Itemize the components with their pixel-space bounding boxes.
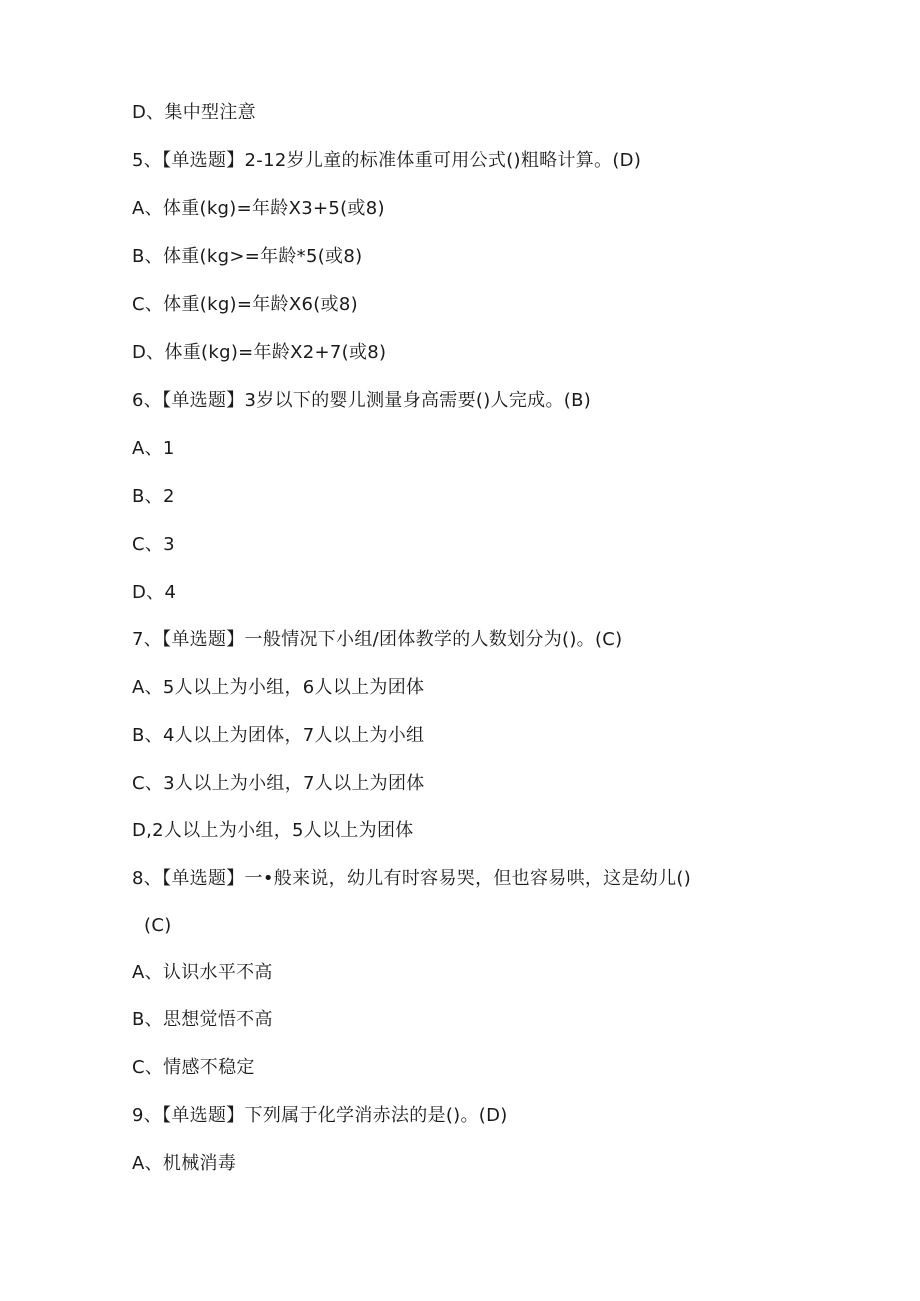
option-line: B、4人以上为团体，7人以上为小组 (132, 725, 425, 746)
option-line: A、机械消毒 (132, 1153, 237, 1174)
question-line: 8、【单选题】一•般来说，幼儿有时容易哭，但也容易哄，这是幼儿() (132, 868, 692, 889)
option-line: B、思想觉悟不高 (132, 1009, 273, 1030)
answer-continuation: (C) (144, 915, 172, 936)
question-line: 5、【单选题】2-12岁儿童的标准体重可用公式()粗略计算。(D) (132, 150, 642, 171)
option-line: C、情感不稳定 (132, 1057, 255, 1078)
option-line: D、集中型注意 (132, 102, 256, 123)
option-line: C、3人以上为小组，7人以上为团体 (132, 773, 425, 794)
option-line: D,2人以上为小组，5人以上为团体 (132, 820, 414, 841)
option-line: C、体重(kg)=年龄X6(或8) (132, 294, 358, 315)
option-line: B、2 (132, 486, 175, 507)
option-line: D、体重(kg)=年龄X2+7(或8) (132, 342, 387, 363)
option-line: B、体重(kg>=年龄*5(或8) (132, 246, 363, 267)
option-line: D、4 (132, 582, 177, 603)
question-line: 6、【单选题】3岁以下的婴儿测量身高需要()人完成。(B) (132, 390, 592, 411)
option-line: A、5人以上为小组，6人以上为团体 (132, 677, 425, 698)
option-line: A、体重(kg)=年龄X3+5(或8) (132, 198, 385, 219)
option-line: A、认识水平不高 (132, 962, 273, 983)
option-line: A、1 (132, 438, 175, 459)
question-line: 9、【单选题】下列属于化学消赤法的是()。(D) (132, 1105, 508, 1126)
question-line: 7、【单选题】一般情况下小组/团体教学的人数划分为()。(C) (132, 629, 623, 650)
option-line: C、3 (132, 534, 175, 555)
